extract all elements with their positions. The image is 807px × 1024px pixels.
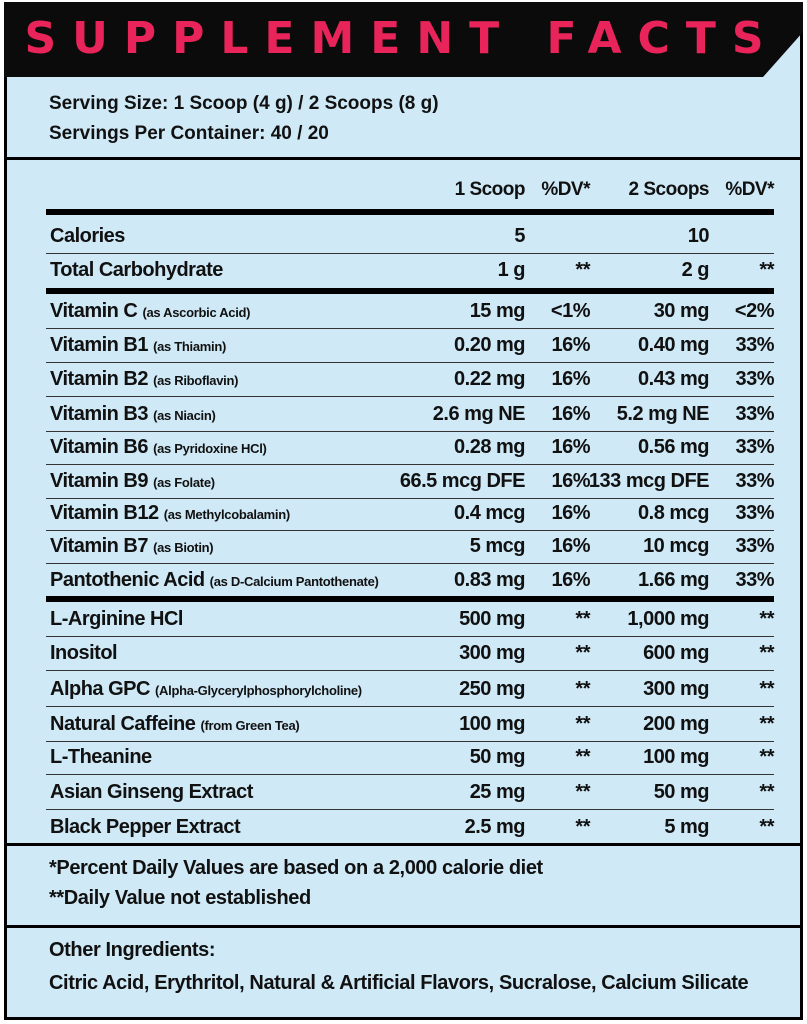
- thick-rule-3: [46, 596, 774, 602]
- nutrient-label: L-Theanine: [50, 746, 152, 768]
- col-dv-2: %DV*: [725, 179, 774, 200]
- dv-2-scoops: **: [759, 678, 774, 700]
- amount-1-scoop: 250 mg: [459, 678, 525, 700]
- nutrient-name: [50, 464, 215, 498]
- servings-per-container: Servings Per Container: 40 / 20: [49, 123, 329, 144]
- nutrient-name: [50, 707, 299, 741]
- nutrient-note: (as Methylcobalamin): [163, 507, 290, 522]
- nutrient-row: [46, 672, 774, 707]
- divider-footnotes: [4, 843, 803, 846]
- amount-2-scoops: 5.2 mg NE: [616, 403, 709, 425]
- dv-1-scoop: 16%: [551, 502, 590, 524]
- amount-1-scoop: 0.4 mcg: [454, 502, 525, 524]
- nutrient-name: [50, 397, 216, 431]
- nutrient-name: [50, 672, 362, 706]
- dv-1-scoop: 16%: [551, 535, 590, 557]
- nutrient-name: [50, 810, 240, 844]
- amount-1-scoop: 0.83 mg: [454, 569, 525, 591]
- nutrient-name: [50, 636, 117, 670]
- amount-1-scoop: 0.22 mg: [454, 368, 525, 390]
- amount-1-scoop: 2.6 mg NE: [432, 403, 525, 425]
- nutrient-note: (Alpha-Glycerylphosphorylcholine): [155, 683, 362, 698]
- dv-2-scoops: **: [759, 642, 774, 664]
- nutrient-label: Vitamin B12: [50, 502, 159, 524]
- nutrient-row: [46, 529, 774, 564]
- amount-1-scoop: 25 mg: [469, 781, 525, 803]
- nutrient-label: L-Arginine HCl: [50, 608, 183, 630]
- nutrient-note: (as Folate): [153, 475, 215, 490]
- dv-2-scoops: **: [759, 746, 774, 768]
- nutrient-note: (as Pyridoxine HCl): [153, 441, 267, 456]
- amount-2-scoops: 0.40 mg: [638, 334, 709, 356]
- nutrient-row: [46, 328, 774, 363]
- dv-2-scoops: **: [759, 816, 774, 838]
- dv-2-scoops: 33%: [735, 436, 774, 458]
- amount-2-scoops: 133 mcg DFE: [588, 470, 709, 492]
- amount-2-scoops: 600 mg: [643, 642, 709, 664]
- nutrient-name: [50, 362, 238, 396]
- serving-size: Serving Size: 1 Scoop (4 g) / 2 Scoops (8 g): [49, 93, 439, 114]
- dv-1-scoop: 16%: [551, 334, 590, 356]
- amount-2-scoops: 10: [687, 225, 709, 247]
- nutrient-row: [46, 219, 774, 254]
- col-1-scoop: 1 Scoop: [454, 179, 525, 200]
- nutrient-name: [50, 529, 213, 563]
- nutrient-note: (as D-Calcium Pantothenate): [209, 574, 379, 589]
- col-2-scoops: 2 Scoops: [628, 179, 709, 200]
- nutrient-name: [50, 430, 267, 464]
- footnote-dv: *Percent Daily Values are based on a 2,000 calorie diet: [49, 857, 543, 879]
- dv-1-scoop: 16%: [551, 436, 590, 458]
- amount-2-scoops: 1,000 mg: [627, 608, 709, 630]
- divider-ingredients: [4, 925, 803, 928]
- nutrient-row: [46, 602, 774, 637]
- dv-1-scoop: 16%: [551, 569, 590, 591]
- nutrient-label: Vitamin C: [50, 300, 138, 322]
- dv-2-scoops: **: [759, 713, 774, 735]
- dv-2-scoops: 33%: [735, 368, 774, 390]
- nutrient-label: Natural Caffeine: [50, 713, 196, 735]
- amount-1-scoop: 300 mg: [459, 642, 525, 664]
- dv-1-scoop: **: [575, 816, 590, 838]
- amount-1-scoop: 0.20 mg: [454, 334, 525, 356]
- dv-1-scoop: **: [575, 746, 590, 768]
- nutrient-note: (as Thiamin): [153, 339, 227, 354]
- nutrient-row: [46, 496, 774, 531]
- dv-2-scoops: 33%: [735, 470, 774, 492]
- nutrient-row: [46, 430, 774, 465]
- nutrient-row: [46, 294, 774, 329]
- amount-1-scoop: 15 mg: [469, 300, 525, 322]
- panel-title: SUPPLEMENT FACTS: [24, 13, 780, 64]
- amount-2-scoops: 50 mg: [653, 781, 709, 803]
- amount-2-scoops: 300 mg: [643, 678, 709, 700]
- amount-1-scoop: 5 mcg: [469, 535, 525, 557]
- dv-1-scoop: **: [575, 259, 590, 281]
- supplement-facts-panel: [4, 2, 803, 1020]
- amount-1-scoop: 500 mg: [459, 608, 525, 630]
- amount-2-scoops: 100 mg: [643, 746, 709, 768]
- amount-1-scoop: 66.5 mcg DFE: [399, 470, 525, 492]
- nutrient-name: [50, 328, 226, 362]
- nutrient-note: (as Riboflavin): [153, 373, 239, 388]
- nutrient-row: [46, 464, 774, 499]
- amount-1-scoop: 0.28 mg: [454, 436, 525, 458]
- dv-1-scoop: **: [575, 781, 590, 803]
- amount-2-scoops: 200 mg: [643, 713, 709, 735]
- col-dv-1: %DV*: [541, 179, 590, 200]
- nutrient-row: [46, 740, 774, 775]
- amount-2-scoops: 10 mcg: [643, 535, 709, 557]
- nutrient-name: [50, 602, 183, 636]
- nutrient-name: [50, 563, 379, 597]
- amount-2-scoops: 0.8 mcg: [638, 502, 709, 524]
- amount-2-scoops: 0.56 mg: [638, 436, 709, 458]
- nutrient-label: Vitamin B3: [50, 403, 148, 425]
- dv-1-scoop: **: [575, 642, 590, 664]
- amount-2-scoops: 2 g: [681, 259, 709, 281]
- column-header-row: [46, 173, 774, 207]
- nutrient-label: Vitamin B6: [50, 436, 148, 458]
- dv-2-scoops: **: [759, 608, 774, 630]
- nutrient-note: (as Biotin): [153, 540, 214, 555]
- dv-1-scoop: 16%: [551, 403, 590, 425]
- dv-1-scoop: **: [575, 678, 590, 700]
- nutrient-row: [46, 810, 774, 844]
- other-ingredients-label: Other Ingredients:: [49, 939, 216, 961]
- nutrient-name: [50, 294, 250, 328]
- divider-top: [4, 157, 803, 160]
- nutrient-note: (from Green Tea): [200, 718, 300, 733]
- nutrient-name: [50, 496, 290, 530]
- dv-1-scoop: 16%: [551, 470, 590, 492]
- nutrient-label: Inositol: [50, 642, 118, 664]
- nutrient-row: [46, 775, 774, 810]
- nutrient-row: [46, 636, 774, 671]
- amount-1-scoop: 100 mg: [459, 713, 525, 735]
- thick-rule-2: [46, 288, 774, 294]
- dv-2-scoops: 33%: [735, 334, 774, 356]
- nutrient-row: [46, 397, 774, 432]
- nutrient-label: Black Pepper Extract: [50, 816, 241, 838]
- thick-rule-1: [46, 209, 774, 215]
- amount-2-scoops: 1.66 mg: [638, 569, 709, 591]
- amount-1-scoop: 2.5 mg: [464, 816, 525, 838]
- nutrient-label: Total Carbohydrate: [50, 259, 223, 281]
- dv-1-scoop: **: [575, 713, 590, 735]
- amount-1-scoop: 50 mg: [469, 746, 525, 768]
- nutrient-label: Vitamin B7: [50, 535, 148, 557]
- dv-2-scoops: 33%: [735, 403, 774, 425]
- nutrient-name: [50, 219, 125, 253]
- nutrient-name: [50, 253, 223, 287]
- dv-1-scoop: <1%: [550, 300, 590, 322]
- other-ingredients-list: Citric Acid, Erythritol, Natural & Artificial Flavors, Sucralose, Calcium Silicate: [49, 972, 749, 994]
- amount-1-scoop: 1 g: [497, 259, 525, 281]
- dv-2-scoops: 33%: [735, 569, 774, 591]
- dv-2-scoops: **: [759, 259, 774, 281]
- amount-2-scoops: 0.43 mg: [638, 368, 709, 390]
- nutrient-name: [50, 775, 253, 809]
- nutrient-label: Calories: [50, 225, 125, 247]
- nutrient-label: Pantothenic Acid: [50, 569, 205, 591]
- amount-2-scoops: 5 mg: [664, 816, 709, 838]
- nutrient-row: [46, 253, 774, 287]
- footnote-not-established: **Daily Value not established: [49, 887, 311, 909]
- nutrient-label: Vitamin B2: [50, 368, 148, 390]
- dv-1-scoop: 16%: [551, 368, 590, 390]
- dv-1-scoop: **: [575, 608, 590, 630]
- nutrient-row: [46, 563, 774, 597]
- dv-2-scoops: **: [759, 781, 774, 803]
- nutrient-note: (as Ascorbic Acid): [142, 305, 251, 320]
- dv-2-scoops: 33%: [735, 502, 774, 524]
- dv-2-scoops: 33%: [735, 535, 774, 557]
- nutrient-row: [46, 362, 774, 397]
- nutrient-note: (as Niacin): [153, 408, 216, 423]
- dv-2-scoops: <2%: [734, 300, 774, 322]
- nutrient-name: [50, 740, 152, 774]
- nutrient-label: Vitamin B1: [50, 334, 148, 356]
- amount-2-scoops: 30 mg: [653, 300, 709, 322]
- amount-1-scoop: 5: [514, 225, 525, 247]
- nutrient-label: Asian Ginseng Extract: [50, 781, 253, 803]
- nutrient-label: Alpha GPC: [50, 678, 150, 700]
- nutrient-row: [46, 707, 774, 742]
- nutrient-label: Vitamin B9: [50, 470, 148, 492]
